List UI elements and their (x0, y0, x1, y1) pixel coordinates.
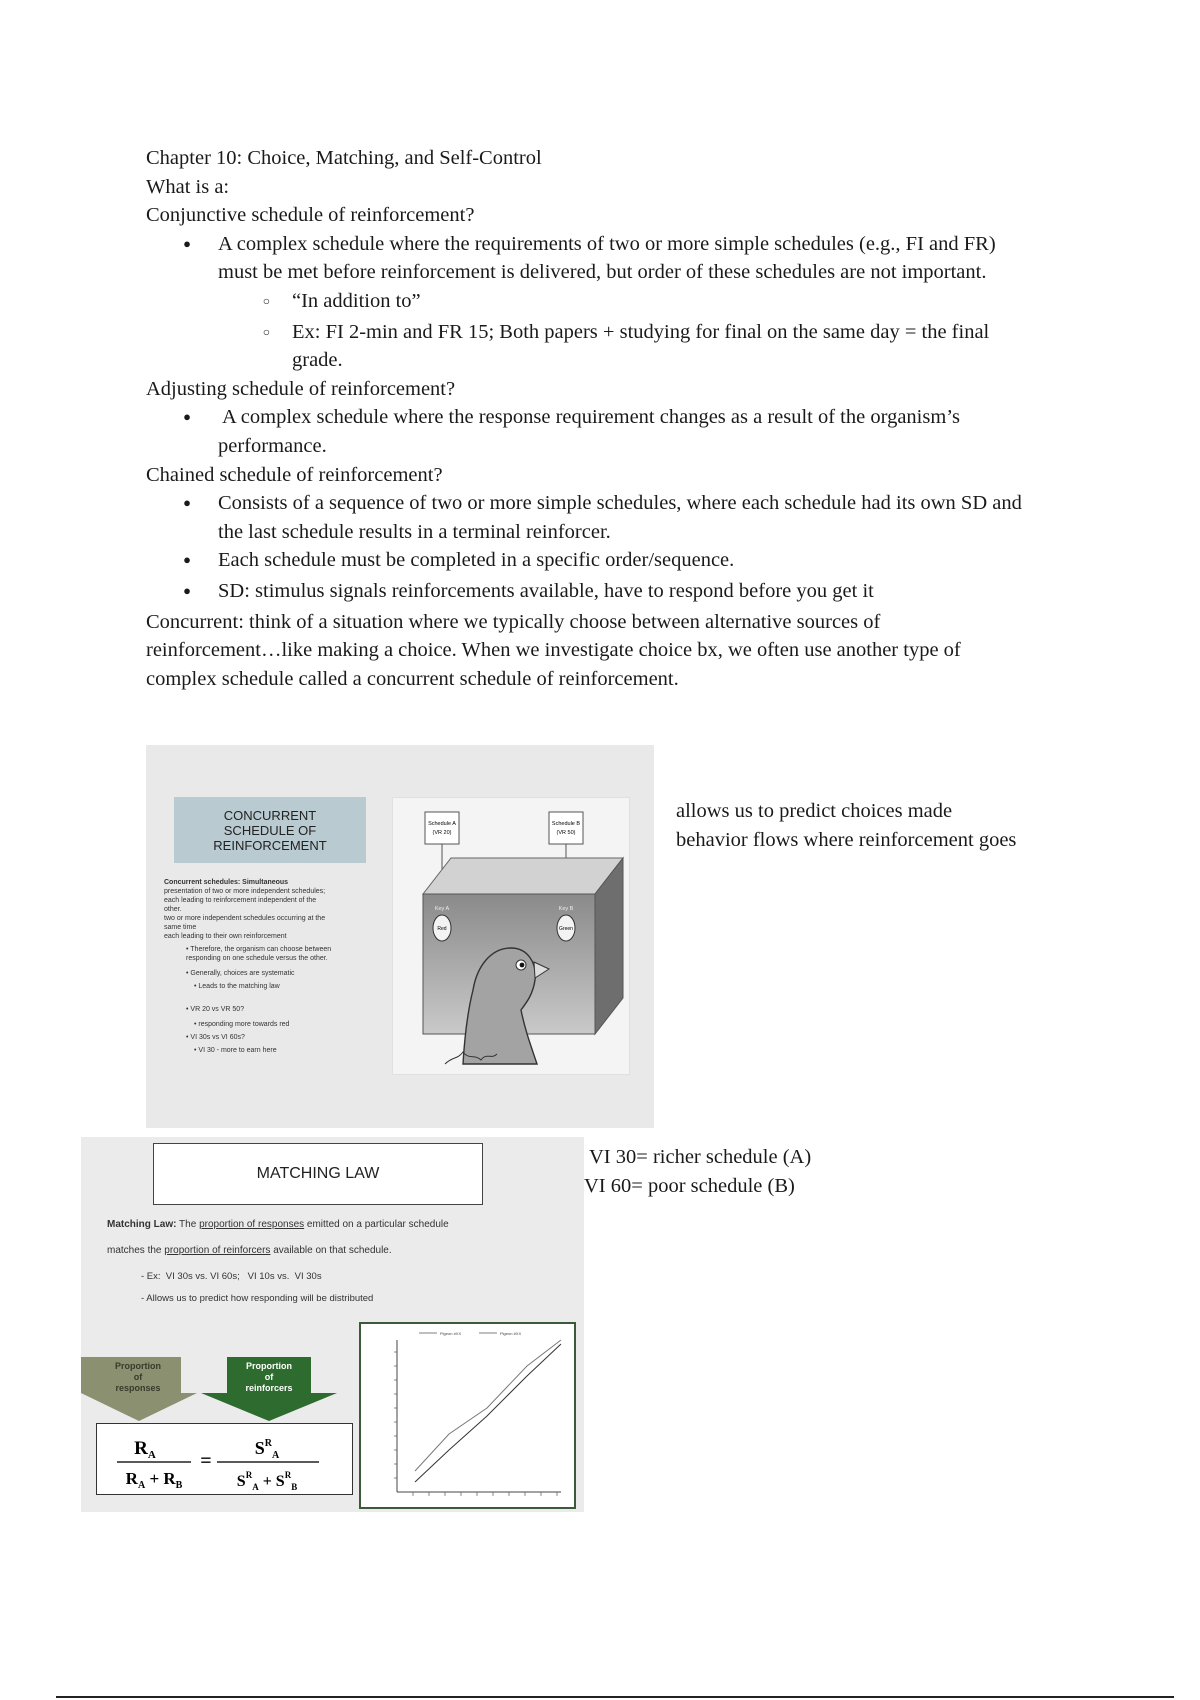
schedule-a-value: (VR 20) (432, 830, 452, 836)
matching-graph-plot (361, 1324, 574, 1507)
side-note-line: behavior flows where reinforcement goes (676, 829, 1017, 851)
formula-denominator-responses: $R_A + R_B$ (125, 1469, 183, 1491)
slide-title-line: REINFORCEMENT (213, 837, 327, 853)
slide-text-line: each leading to their own reinforcement (164, 933, 287, 940)
bullet-text: Ex: FI 2-min and FR 15; Both papers + studying for final on the same day = the final (292, 320, 990, 343)
key-a-label: Key A (434, 906, 450, 912)
bullet-dot-icon (146, 546, 218, 577)
matching-law-graph (359, 1322, 576, 1509)
bullet-dot-icon (146, 577, 218, 608)
bullet-text: the last schedule results in a terminal reinforcer. (218, 520, 611, 543)
bullet-text: Consists of a sequence of two or more simple schedules, where each schedule had its own SD and (218, 492, 1022, 515)
bullet-text: grade. (292, 349, 343, 372)
sub-bullet-item (146, 287, 1096, 318)
schedule-b-label: Schedule B (551, 821, 581, 827)
chamber-top (423, 858, 623, 894)
slide-text-line: other. (164, 906, 182, 913)
chamber-illustration (393, 798, 629, 1074)
slide-text-line: two or more independent schedules occurring at the (164, 915, 326, 922)
arrow-label-line: of (133, 1372, 143, 1382)
key-a-color-label: Red (437, 926, 447, 932)
slide-title-line: CONCURRENT (223, 807, 317, 823)
slide-text-line: • VI 30s vs VI 60s? (186, 1034, 245, 1041)
intro-line: What is a: (146, 175, 230, 198)
bullet-text: A complex schedule where the response requirement changes as a result of the organism’s (218, 406, 960, 429)
sub-bullet-item (146, 318, 1096, 375)
slide-text-line: • responding more towards red (194, 1021, 290, 1028)
slide-title (174, 797, 366, 863)
schedule-a-label: Schedule A (428, 821, 456, 827)
bullet-text: A complex schedule where the requirements of two or more simple schedules (e.g., FI and FR) (218, 232, 996, 255)
key-b-color-label: Green (559, 926, 573, 932)
concurrent-text: reinforcement…like making a choice. When we investigate choice bx, we often use another type of (146, 639, 961, 662)
schedule-a-box (425, 812, 459, 844)
series-line-2 (415, 1344, 561, 1482)
side-note-line: VI 60= poor schedule (B) (584, 1175, 795, 1197)
slide-text-line: • Therefore, the organism can choose between (186, 946, 332, 953)
matching-law-slide (81, 1137, 584, 1512)
law-text: matches the (107, 1245, 165, 1256)
bullet-item (146, 489, 1096, 546)
legend-label-2: Pigeon #XX (500, 1331, 522, 1336)
allows-line: - Allows us to predict how responding will be distributed (141, 1293, 374, 1304)
law-text: available on that schedule. (270, 1245, 392, 1256)
arrow-label-line: reinforcers (245, 1383, 293, 1393)
slide-text-line: each leading to reinforcement independent of the (164, 897, 317, 904)
side-note-line: VI 30= richer schedule (A) (589, 1146, 812, 1168)
series-line-1 (415, 1340, 561, 1471)
law-text: emitted on a particular schedule (304, 1219, 449, 1230)
bullet-item (146, 546, 1096, 577)
bullet-item (146, 577, 1096, 608)
page-bottom-rule (56, 1696, 1174, 1698)
slide-body-text (107, 1212, 547, 1312)
x-axis-ticks (413, 1492, 557, 1496)
bullet-text: performance. (218, 434, 327, 457)
adjusting-heading: Adjusting schedule of reinforcement? (146, 377, 456, 400)
formula-denominator-reinforcers: $S^R_A + S^R_B$ (236, 1470, 298, 1492)
pigeon-operant-chamber-diagram (392, 797, 630, 1075)
chained-heading: Chained schedule of reinforcement? (146, 463, 443, 486)
responses-arrow-label (103, 1361, 173, 1394)
example-line: - Ex: VI 30s vs. VI 60s; VI 10s vs. VI 30s (141, 1271, 322, 1282)
matching-law-definition-cont (107, 1238, 547, 1264)
key-b-label: Key B (558, 906, 574, 912)
slide-text-line: responding on one schedule versus the other. (186, 955, 328, 962)
concurrent-text: complex schedule called a concurrent schedule of reinforcement. (146, 667, 679, 690)
concurrent-text: Concurrent: think of a situation where we typically choose between alternative sources of (146, 610, 881, 633)
bullet-dot-icon (146, 489, 218, 520)
side-notes-1 (676, 797, 1016, 855)
arrow-label-line: responses (115, 1383, 161, 1393)
arrow-label-line: Proportion (115, 1361, 161, 1371)
arrow-label-line: of (264, 1372, 274, 1382)
bullet-text: SD: stimulus signals reinforcements available, have to respond before you get it (218, 579, 874, 602)
legend-label-1: Pigeon #XX (440, 1331, 462, 1336)
slide-text-line: • VR 20 vs VR 50? (186, 1006, 245, 1013)
side-note-line: allows us to predict choices made (676, 800, 953, 822)
bullet-circle-icon (146, 287, 292, 318)
bullet-text: Each schedule must be completed in a specific order/sequence. (218, 549, 735, 572)
slide-text-line: • Generally, choices are systematic (186, 970, 295, 977)
law-text: The (176, 1219, 200, 1230)
matching-law-formula (96, 1423, 353, 1495)
slide-text-line: • VI 30 - more to earn here (194, 1047, 277, 1054)
bullet-text: “In addition to” (292, 289, 421, 312)
bullet-item (146, 403, 1096, 460)
bullet-item (146, 230, 1096, 287)
equals-sign: = (200, 1450, 212, 1472)
schedule-b-box (549, 812, 583, 844)
slide-text-line: • Leads to the matching law (194, 983, 280, 990)
slide-body-text (164, 878, 384, 1055)
matching-law-definition (107, 1212, 547, 1238)
slide-text-line: Concurrent schedules: Simultaneous (164, 879, 289, 886)
bullet-dot-icon (146, 403, 218, 434)
concurrent-schedule-slide (146, 745, 654, 1128)
conjunctive-heading: Conjunctive schedule of reinforcement? (146, 204, 475, 227)
slide-title-line: SCHEDULE OF (223, 822, 317, 838)
side-notes-2 (584, 1143, 811, 1201)
formula-graphic (97, 1424, 352, 1494)
bullet-circle-icon (146, 318, 292, 349)
slide-title: MATCHING LAW (153, 1143, 483, 1205)
reinforcers-arrow-label (231, 1361, 307, 1394)
slide-text-line: presentation of two or more independent schedules; (164, 888, 326, 895)
formula-numerator-reinforcers: $S^R_A$ (254, 1438, 280, 1461)
schedule-b-value: (VR 50) (556, 830, 576, 836)
bullet-dot-icon (146, 230, 218, 261)
law-text: proportion of reinforcers (164, 1245, 271, 1256)
slide-text-line: same time (164, 924, 197, 931)
arrow-label-line: Proportion (246, 1361, 292, 1371)
notes-text-block (146, 144, 1096, 693)
formula-numerator-responses: $R_A$ (134, 1438, 156, 1461)
law-text: proportion of responses (199, 1219, 305, 1230)
law-label: Matching Law: (107, 1219, 177, 1230)
chapter-title: Chapter 10: Choice, Matching, and Self-Control (146, 147, 542, 169)
bullet-text: must be met before reinforcement is delivered, but order of these schedules are not important. (218, 261, 987, 284)
